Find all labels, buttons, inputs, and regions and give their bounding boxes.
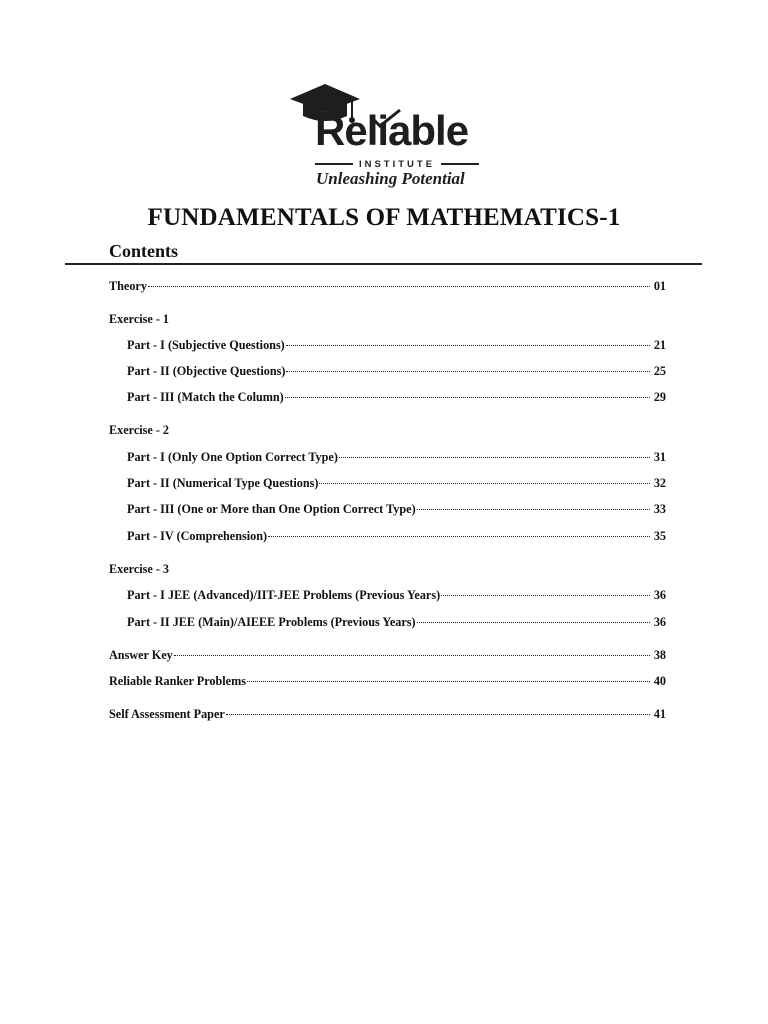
exercise-3-heading: Exercise - 3 bbox=[109, 562, 170, 576]
toc-page-number: 36 bbox=[653, 615, 666, 629]
dot-leader bbox=[319, 474, 649, 484]
toc-item-answer-key[interactable] bbox=[109, 648, 666, 664]
toc-label: Part - III (One or More than One Option Correct Type) bbox=[127, 502, 416, 516]
toc-label: Part - II JEE (Main)/AIEEE Problems (Previous Years) bbox=[127, 615, 416, 629]
toc-item-ex1-part2[interactable] bbox=[127, 364, 666, 380]
tagline: Unleashing Potential bbox=[316, 169, 465, 188]
toc-item-ex2-part3[interactable] bbox=[127, 502, 666, 518]
dot-leader bbox=[286, 362, 649, 372]
dot-leader bbox=[247, 672, 650, 682]
dot-leader bbox=[286, 336, 650, 346]
contents-divider bbox=[65, 263, 702, 265]
toc-page-number: 32 bbox=[653, 476, 666, 490]
reliable-logo bbox=[288, 82, 483, 192]
dot-leader bbox=[226, 705, 650, 715]
dot-leader bbox=[417, 500, 650, 510]
page-title: FUNDAMENTALS OF MATHEMATICS-1 bbox=[147, 204, 621, 231]
dot-leader bbox=[148, 277, 650, 287]
toc-item-ex3-part1[interactable] bbox=[127, 588, 666, 604]
toc-page-number: 25 bbox=[653, 364, 666, 378]
exercise-2-heading: Exercise - 2 bbox=[109, 423, 170, 437]
toc-item-ex1-part3[interactable] bbox=[127, 390, 666, 406]
toc-item-ex2-part2[interactable] bbox=[127, 476, 666, 492]
dot-leader bbox=[268, 527, 650, 537]
toc-label: Part - I (Only One Option Correct Type) bbox=[127, 450, 338, 464]
toc-page-number: 33 bbox=[653, 502, 666, 516]
toc-item-ex1-part1[interactable] bbox=[127, 338, 666, 354]
brand-name: Reliable bbox=[315, 107, 469, 154]
toc-label: Part - II (Numerical Type Questions) bbox=[127, 476, 319, 490]
toc-item-ranker-problems[interactable] bbox=[109, 674, 666, 690]
exercise-1-heading: Exercise - 1 bbox=[109, 312, 170, 326]
toc-page-number: 31 bbox=[653, 450, 666, 464]
divider bbox=[315, 163, 353, 165]
dot-leader bbox=[285, 388, 650, 398]
toc-page-number: 21 bbox=[653, 338, 666, 352]
toc-page-number: 35 bbox=[653, 529, 666, 543]
toc-page-number: 29 bbox=[653, 390, 666, 404]
toc-item-ex2-part4[interactable] bbox=[127, 529, 666, 545]
toc-item-ex2-part1[interactable] bbox=[127, 450, 666, 466]
toc-label: Self Assessment Paper bbox=[109, 707, 225, 721]
toc-item-theory[interactable] bbox=[109, 279, 666, 295]
institute-label: INSTITUTE bbox=[358, 158, 436, 170]
toc-page-number: 41 bbox=[653, 707, 666, 721]
toc-label: Part - I JEE (Advanced)/IIT-JEE Problems (Previous Years) bbox=[127, 588, 441, 602]
toc-label: Reliable Ranker Problems bbox=[109, 674, 246, 688]
dot-leader bbox=[339, 448, 650, 458]
toc-label: Part - III (Match the Column) bbox=[127, 390, 284, 404]
toc-label: Part - II (Objective Questions) bbox=[127, 364, 286, 378]
toc-item-self-assessment[interactable] bbox=[109, 707, 666, 723]
dot-leader bbox=[441, 586, 650, 596]
toc-item-ex3-part2[interactable] bbox=[127, 615, 666, 631]
toc-label: Answer Key bbox=[109, 648, 173, 662]
toc-label: Theory bbox=[109, 279, 147, 293]
toc-page-number: 01 bbox=[653, 279, 666, 293]
divider bbox=[441, 163, 479, 165]
contents-heading: Contents bbox=[109, 241, 179, 261]
toc-page-number: 36 bbox=[653, 588, 666, 602]
toc-page-number: 38 bbox=[653, 648, 666, 662]
toc-label: Part - I (Subjective Questions) bbox=[127, 338, 285, 352]
dot-leader bbox=[174, 646, 650, 656]
toc-label: Part - IV (Comprehension) bbox=[127, 529, 268, 543]
toc-page-number: 40 bbox=[653, 674, 666, 688]
dot-leader bbox=[417, 613, 650, 623]
